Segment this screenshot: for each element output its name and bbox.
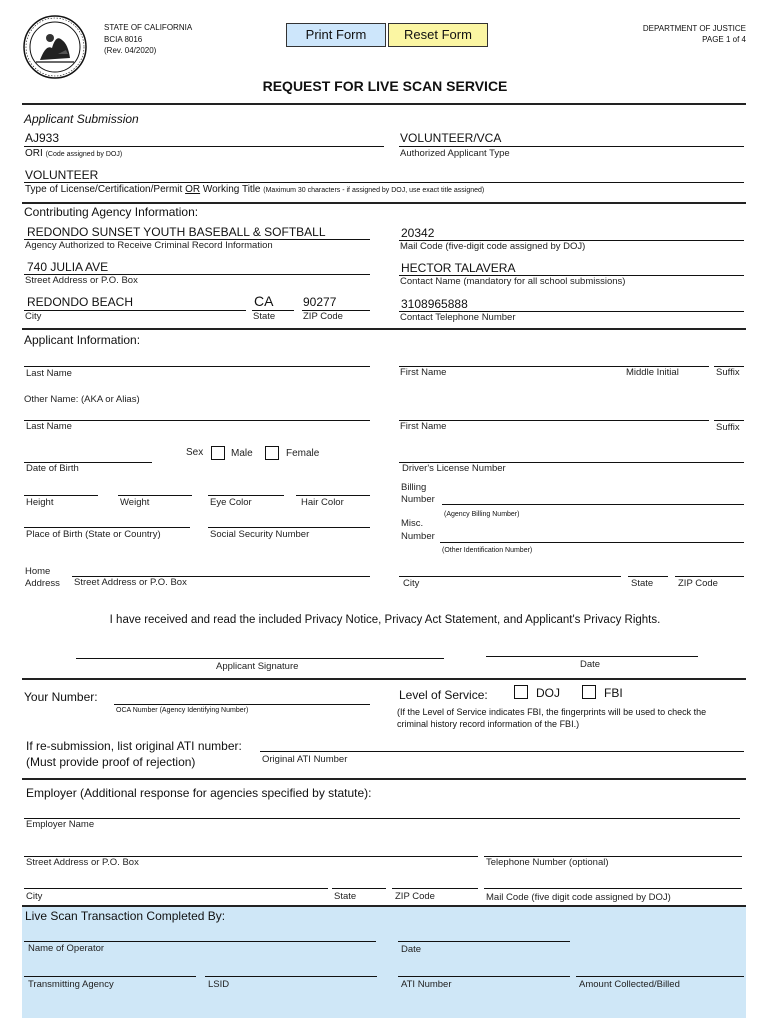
ssn-label: Social Security Number [210, 529, 310, 540]
privacy-statement: I have received and read the included Privacy Notice, Privacy Act Statement, and Applicant's Privacy Rights. [109, 614, 661, 626]
alias-last-name-field[interactable] [24, 420, 370, 421]
home-city-field[interactable] [399, 576, 621, 577]
home-zip-field[interactable] [675, 576, 744, 577]
hair-color-field[interactable] [296, 495, 370, 496]
first-name-label: First Name [400, 367, 447, 378]
live-scan-heading: Live Scan Transaction Completed By: [25, 909, 226, 923]
department-label: DEPARTMENT OF JUSTICE [642, 24, 746, 33]
alias-last-name-label: Last Name [26, 421, 72, 432]
print-form-button[interactable]: Print Form [286, 23, 386, 47]
transmitting-agency-label: Transmitting Agency [28, 979, 114, 990]
state-label: STATE OF CALIFORNIA [104, 23, 193, 32]
home-street-label: Street Address or P.O. Box [74, 577, 187, 588]
oca-number-field[interactable] [114, 704, 370, 705]
female-checkbox[interactable] [265, 446, 279, 460]
operator-name-field[interactable] [24, 941, 376, 942]
last-name-field[interactable] [24, 366, 370, 367]
applicant-type-value[interactable]: VOLUNTEER/VCA [400, 131, 502, 145]
ori-value[interactable]: AJ933 [25, 131, 60, 145]
contact-name-label: Contact Name (mandatory for all school submissions) [400, 276, 626, 287]
contact-name-value[interactable]: HECTOR TALAVERA [401, 261, 516, 275]
home-state-label: State [631, 578, 654, 589]
employer-street-label: Street Address or P.O. Box [26, 857, 139, 868]
applicant-type-label: Authorized Applicant Type [400, 148, 510, 159]
fbi-note-line-2: criminal history record information of the FBI.) [397, 719, 580, 729]
home-zip-label: ZIP Code [678, 578, 718, 589]
reset-form-button[interactable]: Reset Form [388, 23, 488, 47]
height-field[interactable] [24, 495, 98, 496]
home-label: Home [25, 566, 51, 577]
eye-color-label: Eye Color [210, 497, 252, 508]
signature-date-label: Date [580, 659, 601, 670]
contact-phone-label: Contact Telephone Number [400, 312, 516, 323]
male-checkbox[interactable] [211, 446, 225, 460]
agency-zip-value[interactable]: 90277 [303, 295, 337, 309]
signature-label: Applicant Signature [216, 661, 299, 672]
transmitting-agency-field[interactable] [24, 976, 196, 977]
mail-code-label: Mail Code (five-digit code assigned by DOJ) [400, 241, 586, 252]
employer-state-label: State [334, 891, 357, 902]
eye-color-field[interactable] [208, 495, 284, 496]
signature-field[interactable] [76, 658, 444, 659]
fbi-note-line-1: (If the Level of Service indicates FBI, the fingerprints will be used to check the [397, 707, 707, 717]
operator-name-label: Name of Operator [28, 943, 105, 954]
female-label: Female [286, 448, 320, 459]
employer-heading: Employer (Additional response for agencies specified by statute): [26, 786, 372, 800]
home-state-field[interactable] [628, 576, 668, 577]
billing-note: (Agency Billing Number) [444, 511, 520, 518]
agency-heading: Contributing Agency Information: [24, 205, 199, 219]
applicant-heading: Applicant Information: [24, 333, 141, 347]
live-scan-date-field[interactable] [398, 941, 570, 942]
employer-zip-label: ZIP Code [395, 891, 435, 902]
mail-code-value[interactable]: 20342 [401, 226, 435, 240]
place-of-birth-field[interactable] [24, 527, 190, 528]
address-label: Address [25, 578, 60, 589]
lsid-label: LSID [208, 979, 230, 990]
original-ati-field[interactable] [260, 751, 744, 752]
misc-label: Misc. [401, 518, 424, 529]
agency-state-label: State [253, 311, 276, 322]
employer-mailcode-label: Mail Code (five digit code assigned by DOJ) [486, 892, 671, 903]
male-label: Male [231, 448, 253, 459]
drivers-license-label: Driver's License Number [402, 463, 506, 474]
ssn-field[interactable] [208, 527, 370, 528]
license-label: Type of License/Certification/Permit OR Working Title (Maximum 30 characters - if assigned by DOJ, use exact title assigned) [25, 184, 485, 195]
misc-note: (Other Identification Number) [442, 547, 533, 554]
level-of-service-label: Level of Service: [399, 688, 488, 702]
billing-number-field[interactable] [442, 504, 744, 505]
billing-label: Billing [401, 482, 427, 493]
dob-label: Date of Birth [26, 463, 79, 474]
agency-name-label: Agency Authorized to Receive Criminal Record Information [25, 240, 273, 251]
employer-zip-field[interactable] [392, 888, 478, 889]
employer-mailcode-field[interactable] [484, 888, 742, 889]
form-revision: (Rev. 04/2020) [104, 46, 157, 55]
agency-street-value[interactable]: 740 JULIA AVE [27, 260, 109, 274]
oca-note: OCA Number (Agency Identifying Number) [116, 707, 249, 714]
alias-suffix-label: Suffix [716, 422, 740, 433]
title-rule [22, 103, 746, 105]
misc-number-field[interactable] [440, 542, 744, 543]
alias-suffix-field[interactable] [714, 420, 744, 421]
misc-number-label: Number [401, 531, 435, 542]
original-ati-label: Original ATI Number [262, 754, 348, 765]
submission-heading: Applicant Submission [24, 112, 139, 126]
amount-collected-field[interactable] [576, 976, 744, 977]
employer-city-field[interactable] [24, 888, 328, 889]
form-title: REQUEST FOR LIVE SCAN SERVICE [262, 78, 508, 94]
contact-phone-value[interactable]: 3108965888 [401, 297, 468, 311]
amount-collected-label: Amount Collected/Billed [579, 979, 680, 990]
lsid-field[interactable] [205, 976, 377, 977]
employer-state-field[interactable] [332, 888, 386, 889]
seal-icon [22, 14, 88, 80]
agency-zip-label: ZIP Code [303, 311, 343, 322]
billing-number-label: Number [401, 494, 435, 505]
ati-number-label: ATI Number [401, 979, 452, 990]
alias-first-name-label: First Name [400, 421, 447, 432]
agency-street-label: Street Address or P.O. Box [25, 275, 138, 286]
weight-label: Weight [120, 497, 150, 508]
employer-city-label: City [26, 891, 43, 902]
agency-city-value[interactable]: REDONDO BEACH [27, 295, 134, 309]
employer-phone-label: Telephone Number (optional) [486, 857, 609, 868]
fbi-label: FBI [604, 686, 623, 700]
fbi-checkbox[interactable] [582, 685, 596, 699]
place-of-birth-label: Place of Birth (State or Country) [26, 529, 161, 540]
home-city-label: City [403, 578, 420, 589]
state-seal [22, 14, 88, 80]
doj-checkbox[interactable] [514, 685, 528, 699]
ori-label: ORI (Code assigned by DOJ) [25, 148, 123, 159]
sex-label: Sex [186, 447, 204, 458]
middle-initial-label: Middle Initial [626, 367, 679, 378]
license-value[interactable]: VOLUNTEER [25, 168, 99, 182]
your-number-label: Your Number: [24, 690, 98, 704]
signature-date-field[interactable] [486, 656, 698, 657]
live-scan-date-label: Date [401, 944, 422, 955]
last-name-label: Last Name [26, 368, 72, 379]
employer-name-label: Employer Name [26, 819, 95, 830]
other-name-label: Other Name: (AKA or Alias) [24, 394, 140, 405]
agency-state-value[interactable]: CA [254, 293, 274, 309]
employer-name-field[interactable] [24, 818, 740, 819]
hair-color-label: Hair Color [301, 497, 344, 508]
suffix-label: Suffix [716, 367, 740, 378]
weight-field[interactable] [118, 495, 192, 496]
doj-label: DOJ [536, 686, 560, 700]
ati-number-field[interactable] [398, 976, 570, 977]
page-number: PAGE 1 of 4 [702, 35, 746, 44]
proof-of-rejection-label: (Must provide proof of rejection) [26, 755, 196, 769]
form-code: BCIA 8016 [104, 35, 143, 44]
resubmission-label: If re-submission, list original ATI number: [26, 739, 242, 753]
agency-city-label: City [25, 311, 42, 322]
height-label: Height [26, 497, 54, 508]
agency-name-value[interactable]: REDONDO SUNSET YOUTH BASEBALL & SOFTBALL [27, 225, 326, 239]
